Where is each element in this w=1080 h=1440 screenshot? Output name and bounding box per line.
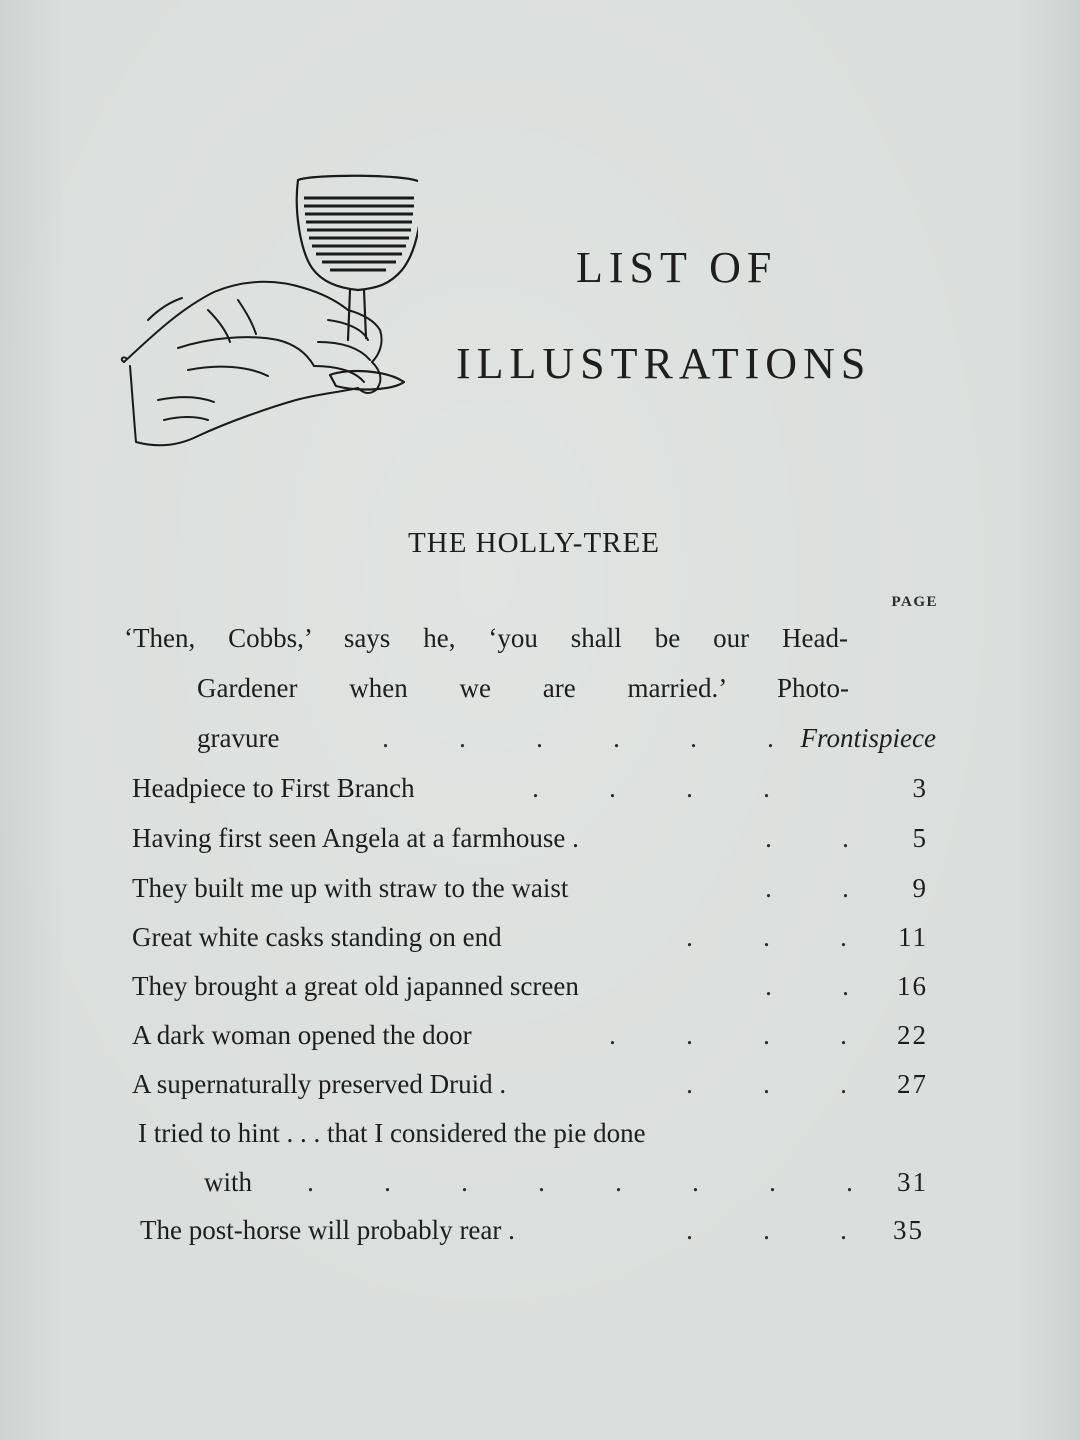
list-item (132, 1064, 938, 1104)
entry-text-line: Gardener when we are married.’ Photo- (197, 673, 849, 703)
list-item (124, 618, 938, 658)
page-column-label: PAGE (891, 594, 938, 610)
list-item (132, 868, 938, 908)
page-title-line-1: LIST OF (576, 243, 778, 292)
leader-dots: . . (765, 971, 849, 1001)
list-item (132, 917, 938, 957)
entry-page-number: 9 (912, 873, 928, 903)
list-item (132, 1210, 938, 1250)
leader-dots: . . (765, 823, 849, 853)
list-item (132, 1113, 938, 1153)
entry-page-number: 11 (898, 922, 928, 952)
entry-text: A supernaturally preserved Druid . (132, 1069, 507, 1099)
list-item (132, 818, 938, 858)
entry-text-line: ‘Then, Cobbs,’ says he, ‘you shall be our Head- (124, 623, 848, 653)
entry-page-number: 22 (897, 1020, 928, 1050)
entry-text: Having first seen Angela at a farmhouse . (132, 823, 579, 853)
entry-text: They built me up with straw to the waist (132, 873, 569, 903)
illustrations-list (124, 0, 938, 1440)
entry-text: Great white casks standing on end (132, 922, 502, 952)
entry-text-line: with (204, 1167, 253, 1197)
entry-text-line: gravure (197, 723, 280, 753)
list-item (132, 718, 938, 758)
leader-dots: . . . (686, 1069, 847, 1099)
list-item (132, 668, 938, 708)
entry-page-number: Frontispiece (800, 723, 936, 753)
entry-text-line: I tried to hint . . . that I considered the pie done (138, 1118, 646, 1148)
page-title-line-2: ILLUSTRATIONS (456, 339, 872, 388)
entry-text: They brought a great old japanned screen (132, 971, 579, 1001)
section-heading: THE HOLLY-TREE (408, 527, 660, 559)
list-item (132, 1162, 938, 1202)
entry-text: Headpiece to First Branch (132, 773, 415, 803)
leader-dots: . . (765, 873, 849, 903)
entry-text: A dark woman opened the door (132, 1020, 472, 1050)
leader-dots: . . . (686, 922, 847, 952)
leader-dots: . . . . . . (382, 723, 774, 753)
list-item (132, 768, 938, 808)
entry-page-number: 16 (897, 971, 928, 1001)
entry-text: The post-horse will probably rear . (140, 1215, 515, 1245)
entry-page-number: 3 (912, 773, 928, 803)
entry-page-number: 31 (897, 1167, 928, 1197)
leader-dots: . . . (686, 1215, 847, 1245)
list-item (132, 966, 938, 1006)
leader-dots: . . . . (532, 773, 770, 803)
entry-page-number: 27 (897, 1069, 928, 1099)
entry-page-number: 35 (893, 1215, 924, 1245)
leader-dots: . . . . . . . . (307, 1167, 853, 1197)
list-item (132, 1015, 938, 1055)
leader-dots: . . . . (609, 1020, 847, 1050)
entry-page-number: 5 (912, 823, 928, 853)
